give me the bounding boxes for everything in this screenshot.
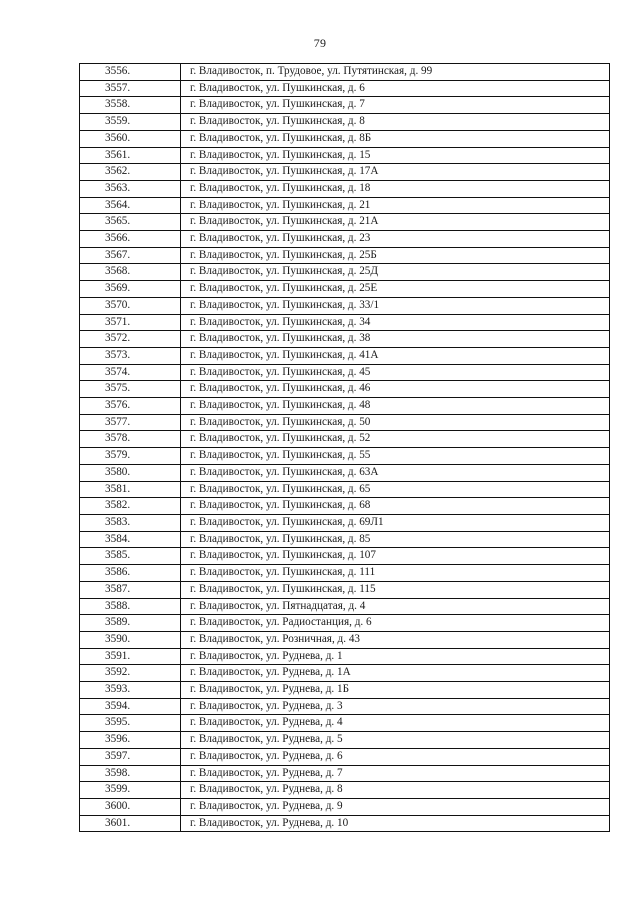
table-row xyxy=(80,347,610,364)
row-number-cell: 3563. xyxy=(80,180,181,197)
row-number-cell: 3596. xyxy=(80,732,181,749)
row-number-cell: 3579. xyxy=(80,448,181,465)
table-row xyxy=(80,281,610,298)
row-number-cell: 3586. xyxy=(80,565,181,582)
row-number-cell: 3566. xyxy=(80,231,181,248)
row-number-cell: 3575. xyxy=(80,381,181,398)
address-cell: г. Владивосток, ул. Руднева, д. 1А xyxy=(181,665,610,682)
address-cell: г. Владивосток, ул. Пушкинская, д. 69Л1 xyxy=(181,514,610,531)
table-row xyxy=(80,698,610,715)
table-row xyxy=(80,581,610,598)
address-cell: г. Владивосток, ул. Пушкинская, д. 6 xyxy=(181,80,610,97)
table-row xyxy=(80,448,610,465)
address-cell: г. Владивосток, ул. Пушкинская, д. 41А xyxy=(181,347,610,364)
address-cell: г. Владивосток, ул. Пушкинская, д. 21 xyxy=(181,197,610,214)
address-cell: г. Владивосток, ул. Радиостанция, д. 6 xyxy=(181,615,610,632)
address-cell: г. Владивосток, ул. Руднева, д. 8 xyxy=(181,782,610,799)
table-row xyxy=(80,80,610,97)
table-row xyxy=(80,715,610,732)
table-row xyxy=(80,514,610,531)
table-row xyxy=(80,431,610,448)
row-number-cell: 3576. xyxy=(80,398,181,415)
address-cell: г. Владивосток, ул. Пушкинская, д. 8Б xyxy=(181,130,610,147)
table-row xyxy=(80,331,610,348)
table-row xyxy=(80,381,610,398)
table-row xyxy=(80,815,610,832)
address-cell: г. Владивосток, ул. Пушкинская, д. 33/1 xyxy=(181,297,610,314)
table-row xyxy=(80,565,610,582)
row-number-cell: 3571. xyxy=(80,314,181,331)
row-number-cell: 3592. xyxy=(80,665,181,682)
row-number-cell: 3569. xyxy=(80,281,181,298)
page-number: 79 xyxy=(313,36,327,50)
row-number-cell: 3593. xyxy=(80,682,181,699)
address-table xyxy=(79,63,610,832)
row-number-cell: 3573. xyxy=(80,347,181,364)
address-cell: г. Владивосток, ул. Руднева, д. 1Б xyxy=(181,682,610,699)
table-row xyxy=(80,631,610,648)
address-cell: г. Владивосток, ул. Пушкинская, д. 25Д xyxy=(181,264,610,281)
row-number-cell: 3598. xyxy=(80,765,181,782)
row-number-cell: 3583. xyxy=(80,514,181,531)
table-row xyxy=(80,732,610,749)
row-number-cell: 3558. xyxy=(80,97,181,114)
row-number-cell: 3578. xyxy=(80,431,181,448)
table-row xyxy=(80,231,610,248)
table-row xyxy=(80,130,610,147)
row-number-cell: 3559. xyxy=(80,114,181,131)
row-number-cell: 3585. xyxy=(80,548,181,565)
row-number-cell: 3588. xyxy=(80,598,181,615)
row-number-cell: 3594. xyxy=(80,698,181,715)
address-cell: г. Владивосток, ул. Руднева, д. 4 xyxy=(181,715,610,732)
address-cell: г. Владивосток, ул. Пушкинская, д. 17А xyxy=(181,164,610,181)
address-cell: г. Владивосток, ул. Пушкинская, д. 25Е xyxy=(181,281,610,298)
table-row xyxy=(80,531,610,548)
table-row xyxy=(80,297,610,314)
table-row xyxy=(80,498,610,515)
table-row xyxy=(80,682,610,699)
address-cell: г. Владивосток, ул. Пушкинская, д. 38 xyxy=(181,331,610,348)
row-number-cell: 3556. xyxy=(80,64,181,81)
address-cell: г. Владивосток, ул. Руднева, д. 10 xyxy=(181,815,610,832)
table-row xyxy=(80,481,610,498)
address-cell: г. Владивосток, ул. Пушкинская, д. 107 xyxy=(181,548,610,565)
row-number-cell: 3574. xyxy=(80,364,181,381)
row-number-cell: 3567. xyxy=(80,247,181,264)
row-number-cell: 3564. xyxy=(80,197,181,214)
address-cell: г. Владивосток, ул. Пушкинская, д. 34 xyxy=(181,314,610,331)
table-row xyxy=(80,314,610,331)
row-number-cell: 3581. xyxy=(80,481,181,498)
address-cell: г. Владивосток, ул. Пушкинская, д. 8 xyxy=(181,114,610,131)
row-number-cell: 3577. xyxy=(80,414,181,431)
row-number-cell: 3565. xyxy=(80,214,181,231)
table-row xyxy=(80,197,610,214)
address-cell: г. Владивосток, ул. Пушкинская, д. 63А xyxy=(181,464,610,481)
row-number-cell: 3601. xyxy=(80,815,181,832)
row-number-cell: 3560. xyxy=(80,130,181,147)
table-row xyxy=(80,364,610,381)
row-number-cell: 3561. xyxy=(80,147,181,164)
address-cell: г. Владивосток, ул. Пушкинская, д. 7 xyxy=(181,97,610,114)
address-cell: г. Владивосток, ул. Руднева, д. 9 xyxy=(181,798,610,815)
address-cell: г. Владивосток, ул. Пушкинская, д. 46 xyxy=(181,381,610,398)
row-number-cell: 3572. xyxy=(80,331,181,348)
table-row xyxy=(80,798,610,815)
address-cell: г. Владивосток, ул. Розничная, д. 43 xyxy=(181,631,610,648)
row-number-cell: 3597. xyxy=(80,748,181,765)
row-number-cell: 3591. xyxy=(80,648,181,665)
table-row xyxy=(80,214,610,231)
row-number-cell: 3600. xyxy=(80,798,181,815)
table-row xyxy=(80,114,610,131)
table-row xyxy=(80,414,610,431)
table-row xyxy=(80,615,610,632)
address-cell: г. Владивосток, ул. Пушкинская, д. 65 xyxy=(181,481,610,498)
row-number-cell: 3580. xyxy=(80,464,181,481)
address-cell: г. Владивосток, п. Трудовое, ул. Путятинская, д. 99 xyxy=(181,64,610,81)
table-row xyxy=(80,765,610,782)
address-cell: г. Владивосток, ул. Пятнадцатая, д. 4 xyxy=(181,598,610,615)
address-cell: г. Владивосток, ул. Пушкинская, д. 18 xyxy=(181,180,610,197)
table-row xyxy=(80,648,610,665)
table-row xyxy=(80,748,610,765)
row-number-cell: 3570. xyxy=(80,297,181,314)
address-cell: г. Владивосток, ул. Пушкинская, д. 23 xyxy=(181,231,610,248)
address-cell: г. Владивосток, ул. Пушкинская, д. 25Б xyxy=(181,247,610,264)
address-cell: г. Владивосток, ул. Пушкинская, д. 111 xyxy=(181,565,610,582)
row-number-cell: 3584. xyxy=(80,531,181,548)
address-cell: г. Владивосток, ул. Руднева, д. 3 xyxy=(181,698,610,715)
address-cell: г. Владивосток, ул. Пушкинская, д. 115 xyxy=(181,581,610,598)
table-row xyxy=(80,548,610,565)
address-cell: г. Владивосток, ул. Пушкинская, д. 68 xyxy=(181,498,610,515)
table-row xyxy=(80,464,610,481)
address-cell: г. Владивосток, ул. Руднева, д. 5 xyxy=(181,732,610,749)
row-number-cell: 3595. xyxy=(80,715,181,732)
address-cell: г. Владивосток, ул. Пушкинская, д. 45 xyxy=(181,364,610,381)
address-cell: г. Владивосток, ул. Пушкинская, д. 85 xyxy=(181,531,610,548)
row-number-cell: 3587. xyxy=(80,581,181,598)
address-cell: г. Владивосток, ул. Пушкинская, д. 52 xyxy=(181,431,610,448)
table-row xyxy=(80,398,610,415)
address-cell: г. Владивосток, ул. Руднева, д. 6 xyxy=(181,748,610,765)
address-cell: г. Владивосток, ул. Руднева, д. 7 xyxy=(181,765,610,782)
table-row xyxy=(80,665,610,682)
address-cell: г. Владивосток, ул. Руднева, д. 1 xyxy=(181,648,610,665)
row-number-cell: 3562. xyxy=(80,164,181,181)
table-row xyxy=(80,782,610,799)
row-number-cell: 3599. xyxy=(80,782,181,799)
table-row xyxy=(80,64,610,81)
address-cell: г. Владивосток, ул. Пушкинская, д. 21А xyxy=(181,214,610,231)
table-row xyxy=(80,247,610,264)
table-row xyxy=(80,164,610,181)
address-table-body xyxy=(80,64,610,832)
row-number-cell: 3557. xyxy=(80,80,181,97)
row-number-cell: 3582. xyxy=(80,498,181,515)
table-row xyxy=(80,147,610,164)
row-number-cell: 3590. xyxy=(80,631,181,648)
address-cell: г. Владивосток, ул. Пушкинская, д. 48 xyxy=(181,398,610,415)
table-row xyxy=(80,97,610,114)
table-row xyxy=(80,264,610,281)
row-number-cell: 3568. xyxy=(80,264,181,281)
address-cell: г. Владивосток, ул. Пушкинская, д. 50 xyxy=(181,414,610,431)
table-row xyxy=(80,180,610,197)
row-number-cell: 3589. xyxy=(80,615,181,632)
table-row xyxy=(80,598,610,615)
address-cell: г. Владивосток, ул. Пушкинская, д. 55 xyxy=(181,448,610,465)
address-cell: г. Владивосток, ул. Пушкинская, д. 15 xyxy=(181,147,610,164)
